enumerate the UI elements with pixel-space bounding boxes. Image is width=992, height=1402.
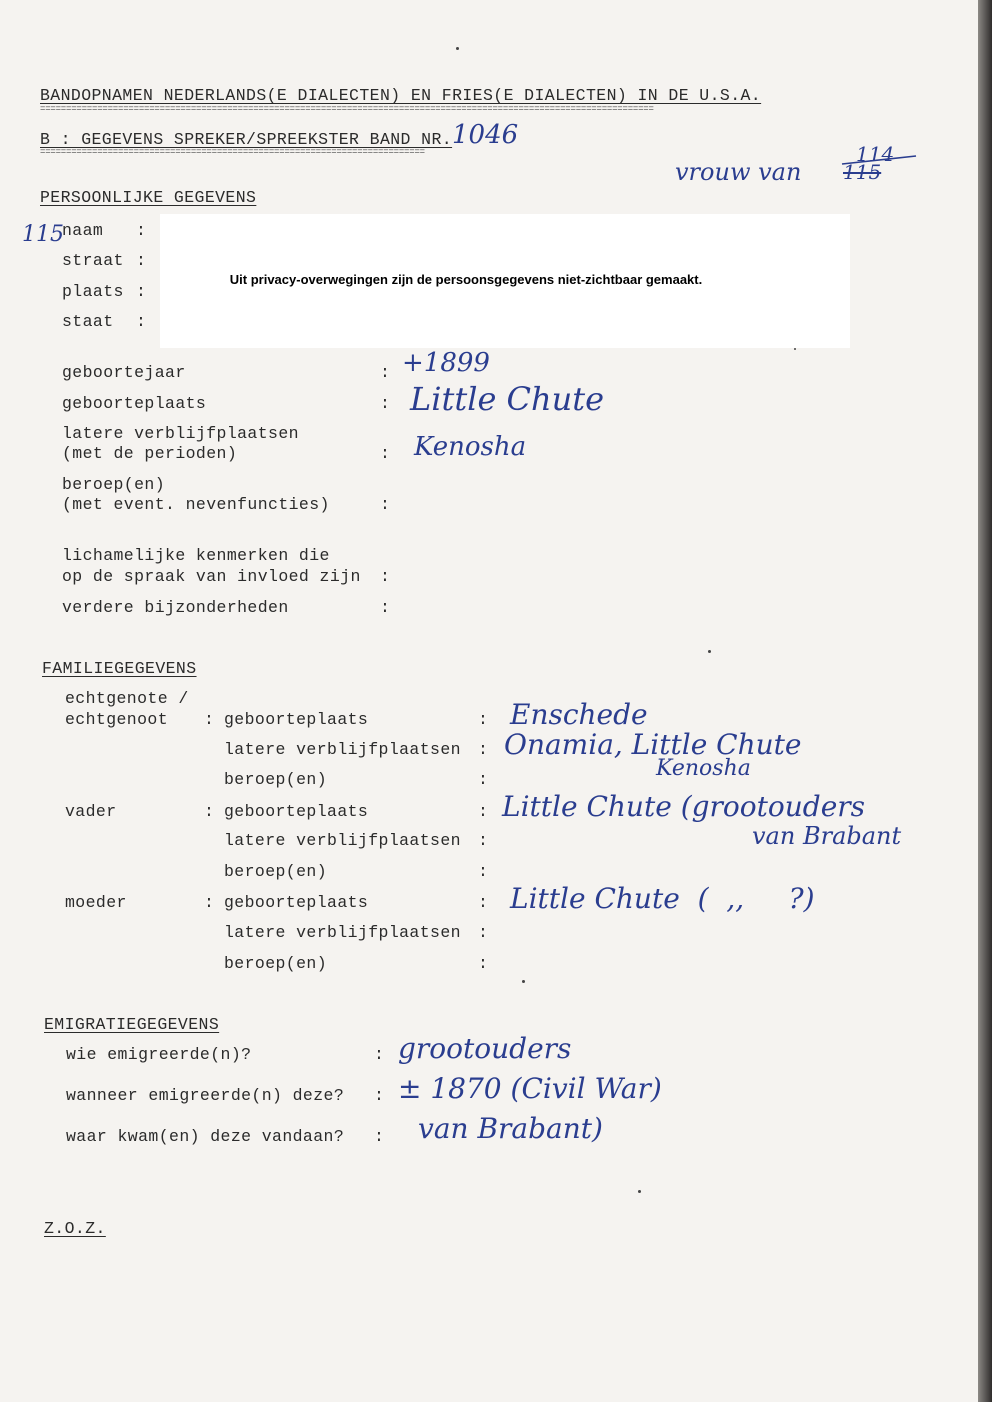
value-mother-geboorteplaats: Little Chute ( ,, ?) <box>510 882 815 915</box>
colon: : <box>204 802 215 821</box>
heading-personal: PERSOONLIJKE GEGEVENS <box>40 188 257 207</box>
margin-number: 115 <box>22 222 64 247</box>
colon: : <box>478 831 489 850</box>
colon: : <box>478 954 489 973</box>
label-naam: naam <box>62 221 104 240</box>
annotation-wife-of: vrouw van <box>675 158 802 186</box>
annotation-corrected-number: 114 <box>856 142 895 166</box>
label-mother: moeder <box>65 893 127 912</box>
value-geboortejaar: +1899 <box>402 348 490 378</box>
paper-speck <box>638 1190 641 1193</box>
answer-when: ± 1870 (Civil War) <box>398 1072 662 1105</box>
question-where: waar kwam(en) deze vandaan? <box>66 1127 345 1146</box>
colon: : <box>374 1086 385 1105</box>
colon: : <box>380 444 391 463</box>
label-geboorteplaats: geboorteplaats <box>62 394 207 413</box>
colon: : <box>136 221 147 240</box>
colon: : <box>478 710 489 729</box>
label-beroep-1: beroep(en) <box>62 475 166 494</box>
colon: : <box>136 282 147 301</box>
paper-speck <box>794 348 796 350</box>
answer-where: van Brabant) <box>418 1112 603 1145</box>
heading-emigration: EMIGRATIEGEGEVENS <box>44 1015 220 1034</box>
colon: : <box>204 893 215 912</box>
label-verdere: verdere bijzonderheden <box>62 598 289 617</box>
privacy-notice: Uit privacy-overwegingen zijn de persoonsgegevens niet-zichtbaar gemaakt. <box>229 272 703 287</box>
colon: : <box>478 802 489 821</box>
band-number: 1046 <box>452 120 519 150</box>
label-father-geboorteplaats: geboorteplaats <box>224 802 369 821</box>
label-spouse-beroep: beroep(en) <box>224 770 328 789</box>
colon: : <box>478 740 489 759</box>
title-double-rule: ====================================================================================================================== <box>40 104 654 114</box>
label-geboortejaar: geboortejaar <box>62 363 186 382</box>
colon: : <box>478 923 489 942</box>
label-beroep-2: (met event. nevenfuncties) <box>62 495 330 514</box>
colon: : <box>374 1127 385 1146</box>
paper-speck <box>456 47 459 50</box>
label-straat: straat <box>62 251 124 270</box>
label-father-beroep: beroep(en) <box>224 862 328 881</box>
document-subtitle: B : GEGEVENS SPREKER/SPREEKSTER BAND NR. <box>40 130 453 149</box>
colon: : <box>380 567 391 586</box>
colon: : <box>380 495 391 514</box>
label-father-latere: latere verblijfplaatsen <box>224 831 461 850</box>
annotation-stroke <box>840 154 920 168</box>
label-father: vader <box>65 802 117 821</box>
label-lichamelijk-1: lichamelijke kenmerken die <box>62 546 330 565</box>
label-spouse-geboorteplaats: geboorteplaats <box>224 710 369 729</box>
value-father-geboorteplaats-2: van Brabant <box>752 822 902 850</box>
question-when: wanneer emigreerde(n) deze? <box>66 1086 345 1105</box>
paper-speck <box>708 650 711 653</box>
document-title: BANDOPNAMEN NEDERLANDS(E DIALECTEN) EN FRIES(E DIALECTEN) IN DE U.S.A. <box>40 86 762 105</box>
value-spouse-latere-2: Kenosha <box>656 756 751 781</box>
label-mother-latere: latere verblijfplaatsen <box>224 923 461 942</box>
colon: : <box>478 770 489 789</box>
label-latere-2: (met de perioden) <box>62 444 238 463</box>
value-geboorteplaats: Little Chute <box>410 380 605 418</box>
heading-family: FAMILIEGEGEVENS <box>42 659 197 678</box>
label-plaats: plaats <box>62 282 124 301</box>
colon: : <box>380 598 391 617</box>
colon: : <box>478 893 489 912</box>
annotation-struck-number: 115 <box>843 160 882 184</box>
label-mother-beroep: beroep(en) <box>224 954 328 973</box>
label-latere-1: latere verblijfplaatsen <box>62 424 299 443</box>
label-spouse-1: echtgenote / <box>65 689 189 708</box>
subtitle-double-rule: ========================================================================== <box>40 147 425 157</box>
answer-who: grootouders <box>398 1032 572 1065</box>
colon: : <box>478 862 489 881</box>
paper-speck <box>522 980 525 983</box>
scan-edge <box>978 0 992 1402</box>
value-father-geboorteplaats-1: Little Chute (grootouders <box>502 790 866 823</box>
colon: : <box>204 710 215 729</box>
colon: : <box>380 394 391 413</box>
label-staat: staat <box>62 312 114 331</box>
label-spouse-2: echtgenoot <box>65 710 169 729</box>
label-lichamelijk-2: op de spraak van invloed zijn <box>62 567 361 586</box>
question-who: wie emigreerde(n)? <box>66 1045 252 1064</box>
colon: : <box>374 1045 385 1064</box>
colon: : <box>380 363 391 382</box>
privacy-redaction-box <box>160 214 850 348</box>
value-spouse-latere-1: Onamia, Little Chute <box>504 728 802 761</box>
footer-zoz: Z.O.Z. <box>44 1219 106 1238</box>
label-spouse-latere: latere verblijfplaatsen <box>224 740 461 759</box>
value-spouse-geboorteplaats: Enschede <box>510 698 648 731</box>
colon: : <box>136 312 147 331</box>
label-mother-geboorteplaats: geboorteplaats <box>224 893 369 912</box>
colon: : <box>136 251 147 270</box>
value-latere: Kenosha <box>414 432 527 462</box>
